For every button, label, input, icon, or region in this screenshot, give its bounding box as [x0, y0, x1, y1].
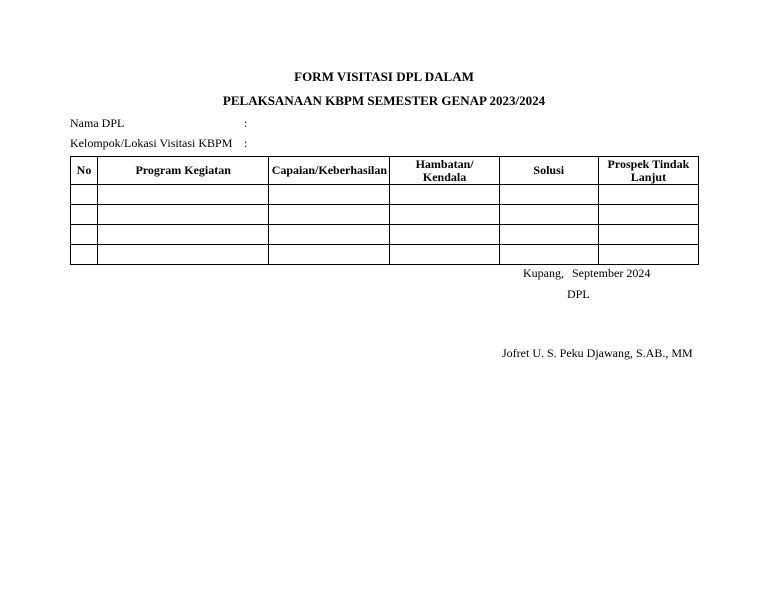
table-cell[interactable]: [598, 245, 698, 265]
table-row: [71, 205, 699, 225]
table-cell[interactable]: [71, 225, 98, 245]
table-cell[interactable]: [269, 245, 390, 265]
table-cell[interactable]: [390, 245, 499, 265]
table-header-row: [71, 157, 699, 185]
signature-place: Kupang,: [523, 266, 564, 280]
header-program-kegiatan: Program Kegiatan: [98, 157, 269, 185]
form-title-line-1: FORM VISITASI DPL DALAM: [294, 69, 474, 84]
table-cell[interactable]: [390, 205, 499, 225]
table-cell[interactable]: [269, 225, 390, 245]
signature-name: Jofret U. S. Peku Djawang, S.AB., MM: [502, 346, 693, 360]
table-cell[interactable]: [499, 185, 598, 205]
header-prospek-tindak-lanjut: Prospek Tindak Lanjut: [598, 157, 698, 185]
table-cell[interactable]: [98, 225, 269, 245]
table-cell[interactable]: [71, 245, 98, 265]
table-cell[interactable]: [499, 245, 598, 265]
table-row: [71, 225, 699, 245]
table-cell[interactable]: [499, 205, 598, 225]
table-cell[interactable]: [98, 205, 269, 225]
table-cell[interactable]: [598, 225, 698, 245]
table-cell[interactable]: [71, 185, 98, 205]
table-cell[interactable]: [71, 205, 98, 225]
table-cell[interactable]: [499, 225, 598, 245]
table-cell[interactable]: [390, 185, 499, 205]
table-cell[interactable]: [269, 185, 390, 205]
table-row: [71, 245, 699, 265]
table-cell[interactable]: [390, 225, 499, 245]
signature-date: September 2024: [572, 266, 651, 280]
table-cell[interactable]: [98, 245, 269, 265]
form-title-line-2: PELAKSANAAN KBPM SEMESTER GENAP 2023/2024: [222, 93, 546, 108]
field-label-nama-dpl: Nama DPL: [70, 116, 125, 130]
header-no: No: [71, 157, 98, 185]
table-cell[interactable]: [98, 185, 269, 205]
field-colon-kelompok-lokasi: :: [244, 136, 248, 150]
visitation-table: [70, 156, 699, 265]
table-cell[interactable]: [598, 185, 698, 205]
table-row: [71, 185, 699, 205]
header-solusi: Solusi: [499, 157, 598, 185]
table-cell[interactable]: [598, 205, 698, 225]
header-capaian-keberhasilan: Capaian/Keberhasilan: [269, 157, 390, 185]
header-hambatan-kendala: Hambatan/ Kendala: [390, 157, 499, 185]
table-cell[interactable]: [269, 205, 390, 225]
field-colon-nama-dpl: :: [244, 116, 248, 130]
signature-role: DPL: [567, 287, 590, 301]
field-label-kelompok-lokasi: Kelompok/Lokasi Visitasi KBPM: [70, 136, 233, 150]
